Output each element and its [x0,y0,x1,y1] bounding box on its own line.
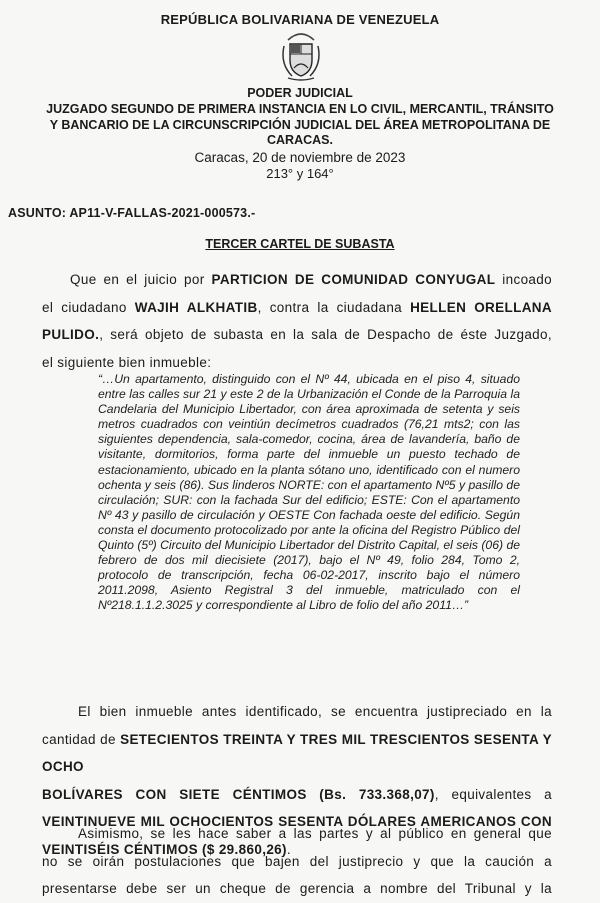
court-line-2: Y BANCARIO DE LA CIRCUNSCRIPCIÓN JUDICIAL DEL ÁREA METROPOLITANA DE [49,117,551,132]
intro-line-1 [42,266,552,294]
valuation-text-3: , equivalentes a [434,786,552,802]
valuation-text-4: . [286,841,291,857]
court-heading [20,102,580,149]
coat-of-arms-seal [278,30,324,82]
plaintiff-name: WAJIH ALKHATIB [134,299,258,315]
amount-words-usd-2: VEINTISÉIS CÉNTIMOS ($ 29.860,26) [42,841,287,857]
intro-text-2: incoado [495,272,553,287]
notice-line-1: Asimismo, se les hace saber a las partes y al público en general que [78,826,552,841]
defendant-name-1: HELLEN ORELLANA [410,299,552,315]
case-number: ASUNTO: AP11-V-FALLAS-2021-000573.- [8,206,256,220]
notice-line-2: no se oirán postulaciones que bajen del justiprecio y que la caución a [42,853,552,869]
document-title [0,237,600,251]
notice-paragraph [42,820,552,903]
valuation-line-3 [42,781,552,809]
amount-words-bs-2: BOLÍVARES CON SIETE CÉNTIMOS (Bs. 733.368,07) [42,786,435,802]
intro-text-3: el ciudadano [42,299,135,315]
intro-text-4: , contra la ciudadana [257,299,411,315]
valuation-line-2 [42,726,552,781]
intro-text-1: Que en el juicio por [70,272,212,287]
valuation-line-1: El bien inmueble antes identificado, se encuentra justipreciado en la [78,704,552,719]
lawsuit-type: PARTICION DE COMUNIDAD CONYUGAL [211,272,496,287]
title-text: TERCER CARTEL DE SUBASTA [205,237,395,251]
intro-line-4: el siguiente bien inmueble: [42,354,212,370]
defendant-name-2: PULIDO. [42,327,100,342]
court-line-1: JUZGADO SEGUNDO DE PRIMERA INSTANCIA EN LO CIVIL, MERCANTIL, TRÁNSITO [46,102,554,116]
property-description-quote: “…Un apartamento, distinguido con el Nº 44, ubicada en el piso 4, situado entre las calles sur 21 y este 2 de la Urbanización el Conde de la Parroquia la Candelaria del Municipio Libertador, con área aproximada de setenta y seis metros cuadrados con veintiún decímetros cuadrados (76,21 mts2; con las siguientes dependencia, sala-comedor, cocina, área de lavandería, baño de visitante, dormitorios, forma parte del inmueble un puesto techado de estacionamiento, ubicado en la planta sótano uno, identificado con el numero ochenta y seis (86). Sus linderos NORTE: con el apartamento Nº5 y pasillo de circulación; SUR: con la fachada Sur del edificio; ESTE: Con el apartamento Nº 43 y pasillo de circulación y OESTE Con fachada oeste del edificio. Según consta el documento protocolizado por ante la oficina del Registro Público del Quinto (5º) Circuito del Municipio Libertador del Distrito Capital, el seis (06) de febrero de dos mil diecisiete (2017), bajo el Nº 49, folio 284, Tomo 2, protocolo de transcripción, fecha 06-02-2017, inscrito bajo el número 2011.2098, Asiento Registral 3 del inmueble, matriculado con el Nº218.1.1.2.3025 y correspondiente al Libro de folio del año 2011…” [98,372,520,613]
valuation-text-2: cantidad de [42,731,121,747]
notice-line-3: presentarse debe ser un cheque de gerencia a nombre del Tribunal y la [42,881,552,896]
branch-heading: PODER JUDICIAL [247,86,353,100]
years-line: 213° y 164° [266,166,334,181]
court-line-3: CARACAS. [267,133,333,147]
amount-words-bs-1: SETECIENTOS TREINTA Y TRES MIL TRESCIENTOS SESENTA Y OCHO [42,731,552,774]
amount-words-usd-1: VEINTINUEVE MIL OCHOCIENTOS SESENTA DÓLARES AMERICANOS CON [42,814,552,829]
intro-text-5: , será objeto de subasta en la sala de Despacho de éste Juzgado, [99,327,552,342]
date-line: Caracas, 20 de noviembre de 2023 [194,150,406,165]
intro-paragraph [42,266,552,376]
republic-heading: REPÚBLICA BOLIVARIANA DE VENEZUELA [160,12,440,27]
intro-line-2 [42,294,552,322]
intro-line-3 [42,321,552,349]
